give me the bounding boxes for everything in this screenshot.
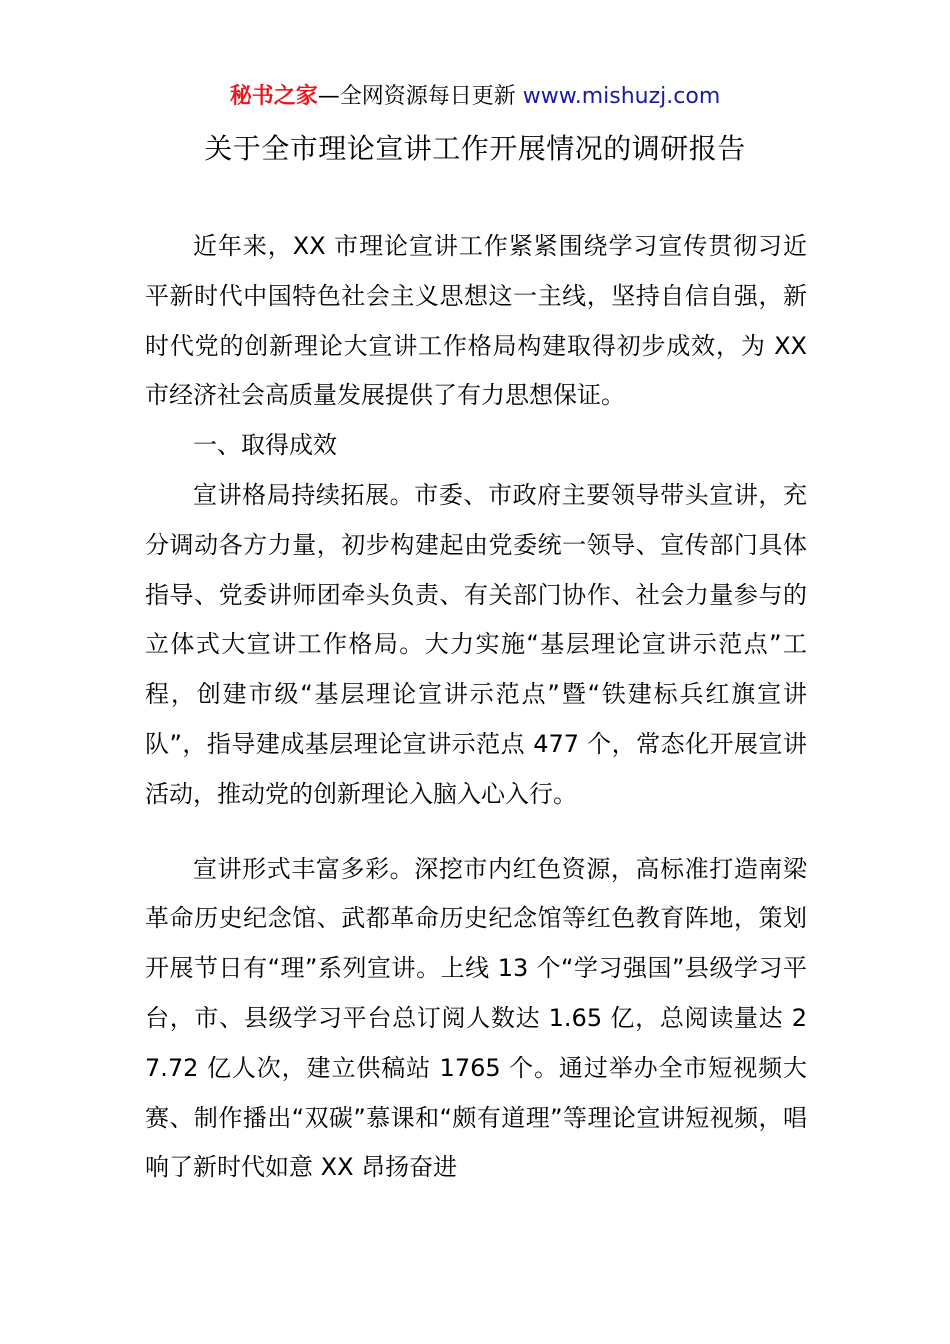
site-link[interactable]: www.mishuzj.com (522, 84, 721, 109)
header-tagline: —全网资源每日更新 (317, 84, 523, 109)
body-paragraph: 宣讲格局持续拓展。市委、市政府主要领导带头宣讲，充分调动各方力量，初步构建起由党委统一领导、宣传部门具体指导、党委讲师团牵头负责、有关部门协作、社会力量参与的立体式大宣讲工作格局。大力实施“基层理论宣讲示范点”工程，创建市级“基层理论宣讲示范点”暨“铁建标兵红旗宣讲队”，指导建成基层理论宣讲示范点 477 个，常态化开展宣讲活动，推动党的创新理论入脑入心入行。 (145, 480, 807, 808)
document-body (145, 222, 807, 1193)
intro-paragraph: 近年来，XX 市理论宣讲工作紧紧围绕学习宣传贯彻习近平新时代中国特色社会主义思想这一主线，坚持自信自强，新时代党的创新理论大宣讲工作格局构建取得初步成效，为 XX 市经济社会高质量发展提供了有力思想保证。 (145, 232, 807, 410)
body-paragraph: 宣讲形式丰富多彩。深挖市内红色资源，高标准打造南梁革命历史纪念馆、武都革命历史纪念馆等红色教育阵地，策划开展节日有“理”系列宣讲。上线 13 个“学习强国”县级学习平台，市、县级学习平台总订阅人数达 1.65 亿，总阅读量达 27.72 亿人次，建立供稿站 1765 个。通过举办全市短视频大赛、制作播出“双碳”慕课和“颇有道理”等理论宣讲短视频，唱响了新时代如意 XX 昂扬奋进 (145, 854, 807, 1182)
brand-name: 秘书之家 (229, 84, 318, 109)
section-heading: 一、取得成效 (193, 431, 337, 460)
document-title: 关于全市理论宣讲工作开展情况的调研报告 (204, 132, 746, 165)
site-header (0, 82, 950, 112)
